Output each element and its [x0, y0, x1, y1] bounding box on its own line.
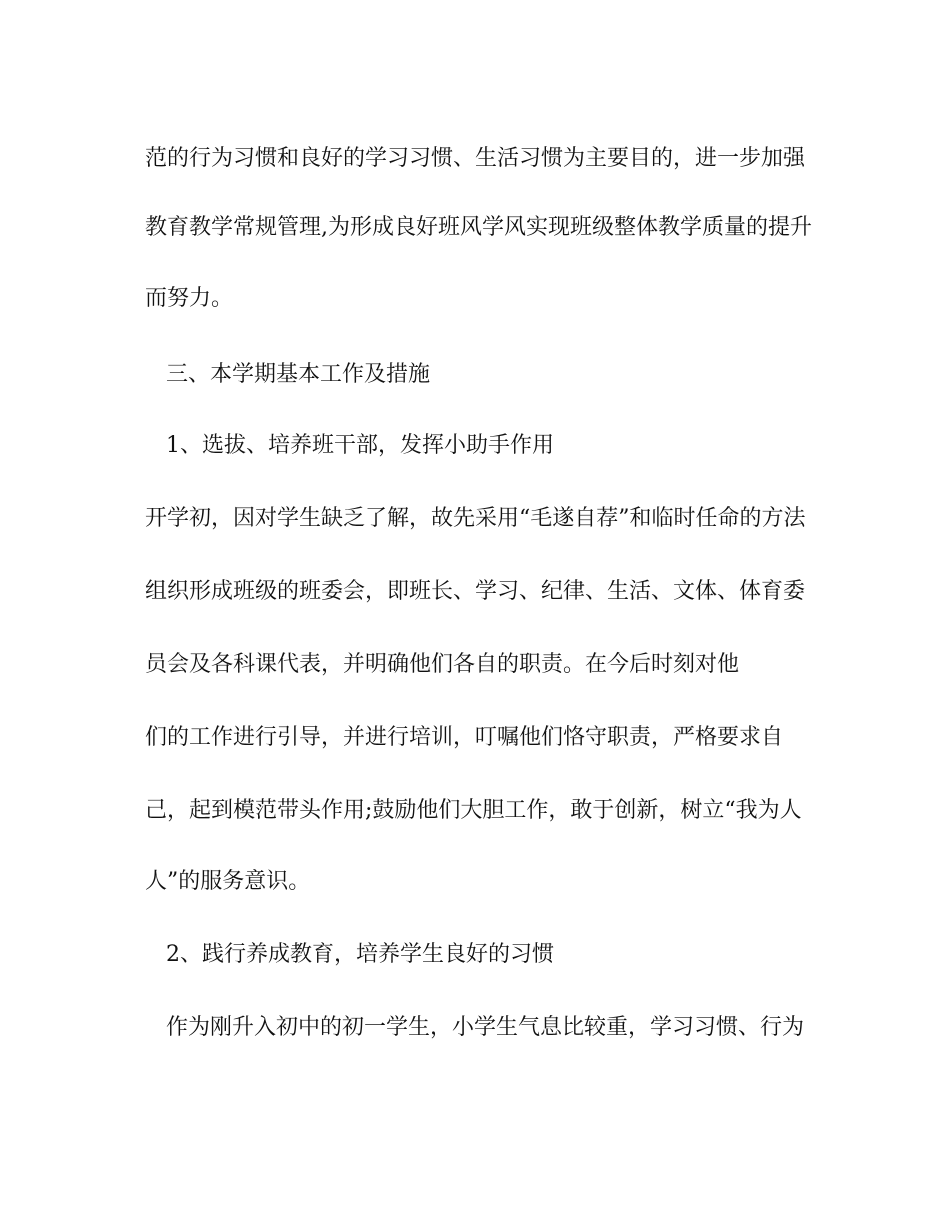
text-line-11: 人”的服务意识。 [145, 869, 311, 894]
text-line-7: 组织形成班级的班委会，即班长、学习、纪律、生活、文体、体育委 [145, 579, 806, 604]
subheading-1: 1、选拔、培养班干部，发挥小助手作用 [166, 433, 554, 458]
text-line-6: 开学初，因对学生缺乏了解，故先采用“毛遂自荐”和临时任命的方法 [145, 506, 806, 531]
text-line-8: 员会及各科课代表，并明确他们各自的职责。在今后时刻对他 [145, 652, 740, 677]
text-line-13: 作为刚升入初中的初一学生，小学生气息比较重，学习习惯、行为 [166, 1015, 805, 1040]
text-line-9: 们的工作进行引导，并进行培训，叮嘱他们恪守职责，严格要求自 [145, 725, 784, 750]
text-line-2: 教育教学常规管理,为形成良好班风学风实现班级整体教学质量的提升 [145, 215, 812, 240]
text-line-3: 而努力。 [145, 286, 234, 311]
text-line-1: 范的行为习惯和良好的学习习惯、生活习惯为主要目的，进一步加强 [145, 146, 806, 171]
section-heading: 三、本学期基本工作及措施 [166, 362, 431, 387]
subheading-2: 2、践行养成教育，培养学生良好的习惯 [166, 942, 554, 967]
text-line-10: 己，起到模范带头作用;鼓励他们大胆工作，敢于创新，树立“我为人 [145, 798, 802, 823]
